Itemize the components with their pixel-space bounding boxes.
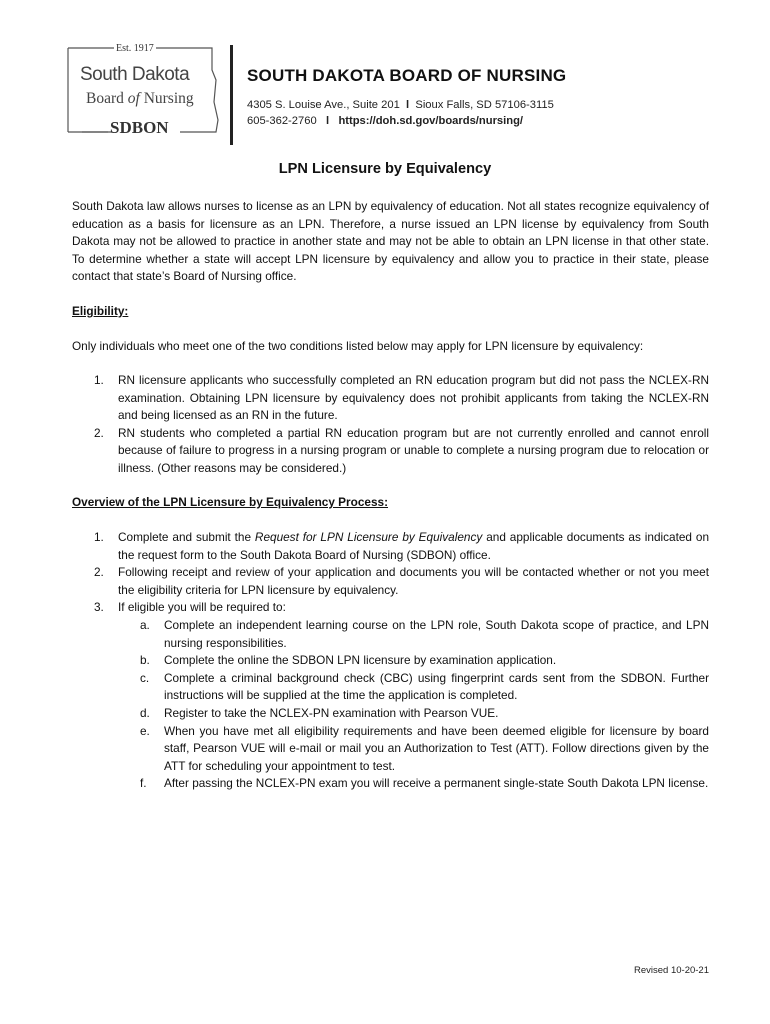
list-item: 2. Following receipt and review of your application and documents you will be contacted whether or not you meet the eligibility criteria for LPN licensure by equivalency. bbox=[94, 565, 709, 597]
list-item: c. Complete a criminal background check (CBC) using fingerprint cards sent from the SDBON. Further instructions will be supplied at the time the application is completed. bbox=[140, 670, 709, 703]
overview-sublist bbox=[118, 617, 709, 793]
phone-number: 605-362-2760 bbox=[247, 115, 317, 127]
logo-established: Est. 1917 bbox=[116, 43, 154, 54]
eligibility-lead: Only individuals who meet one of the two conditions listed below may apply for LPN licensure by equivalency: bbox=[72, 339, 644, 353]
list-item: d. Register to take the NCLEX-PN examination with Pearson VUE. bbox=[140, 705, 499, 720]
overview-heading: Overview of the LPN Licensure by Equivalency Process: bbox=[72, 495, 389, 509]
list-item: 1. RN licensure applicants who successfully completed an RN education program but did not pass the NCLEX-RN examination. Obtaining LPN licensure by equivalency does not prohibit applicants from taking the NCLEX-RN and being licensed as an RN in the future. bbox=[94, 373, 709, 423]
list-item: 3. If eligible you will be required to: a. Complete an independent learning course on the LPN role, South Dakota scope of practice, and LPN nursing responsibilities. b. Complete the online the SDBON LPN licensure by examination application. c. Complete a criminal background check (CBC) using fingerprint cards sent from the SDBON. Further instructions will be supplied at the time the application is completed. d. Register to take the NCLEX-PN examination with Pearson VUE. e. When you have met all eligibility requirements and have been deemed eligible for licensure by board staff, Pearson VUE will e-mail or mail you an Authorization to Test (ATT). Follow directions given by the ATT for scheduling your appointment to test. f. After passing the NCLEX-PN exam you will receive a permanent single-state South Dakota LPN license. bbox=[72, 599, 709, 793]
list-item: 1. Complete and submit the Request for LPN Licensure by Equivalency and applicable documents as indicated on the request form to the South Dakota Board of Nursing (SDBON) office. bbox=[94, 530, 710, 562]
list-item: a. Complete an independent learning course on the LPN role, South Dakota scope of practice, and LPN nursing responsibilities. bbox=[140, 617, 709, 650]
organization-address: 4305 S. Louise Ave., Suite 201 l Sioux Falls, SD 57106-3115 bbox=[247, 99, 554, 111]
list-item: e. When you have met all eligibility requirements and have been deemed eligible for licensure by board staff, Pearson VUE will e-mail or mail you an Authorization to Test (ATT). Follow directions given by the ATT for scheduling your appointment to test. bbox=[140, 723, 709, 773]
logo-board-name: Board of Nursing bbox=[86, 90, 194, 107]
eligibility-heading: Eligibility: bbox=[72, 304, 129, 318]
document-title: LPN Licensure by Equivalency bbox=[278, 161, 492, 177]
logo-abbreviation: SDBON bbox=[110, 118, 169, 137]
website-link[interactable]: https://doh.sd.gov/boards/nursing/ bbox=[338, 115, 524, 127]
overview-list bbox=[72, 529, 709, 793]
sdbon-logo bbox=[62, 40, 222, 146]
list-item: b. Complete the online the SDBON LPN licensure by examination application. bbox=[140, 653, 557, 668]
intro-paragraph: South Dakota law allows nurses to license as an LPN by equivalency of education. Not all states recognize equivalency of education as a basis for licensure as an LPN. Therefore, a nurse issued an LPN license by equivalency from South Dakota may not be allowed to practice in another state and may not be able to obtain an LPN license in that other state. To determine whether a state will accept LPN licensure by equivalency and allow you to practice in their state, please contact that state’s Board of Nursing office. bbox=[72, 199, 709, 284]
eligibility-list bbox=[72, 372, 709, 478]
header-divider bbox=[230, 45, 233, 145]
organization-name: SOUTH DAKOTA BOARD OF NURSING bbox=[247, 66, 567, 85]
logo-state-name: South Dakota bbox=[80, 64, 190, 85]
list-item: 2. RN students who completed a partial RN education program but are not currently enrolled and cannot enroll because of failure to progress in a nursing program or unable to complete a nursing program due to relocation or illness. (Other reasons may be considered.) bbox=[94, 425, 709, 475]
list-item: f. After passing the NCLEX-PN exam you will receive a permanent single-state South Dakota LPN license. bbox=[140, 776, 709, 791]
revision-date: Revised 10-20-21 bbox=[634, 965, 709, 976]
organization-contact: 605-362-2760 l https://doh.sd.gov/boards/nursing/ bbox=[247, 115, 524, 127]
